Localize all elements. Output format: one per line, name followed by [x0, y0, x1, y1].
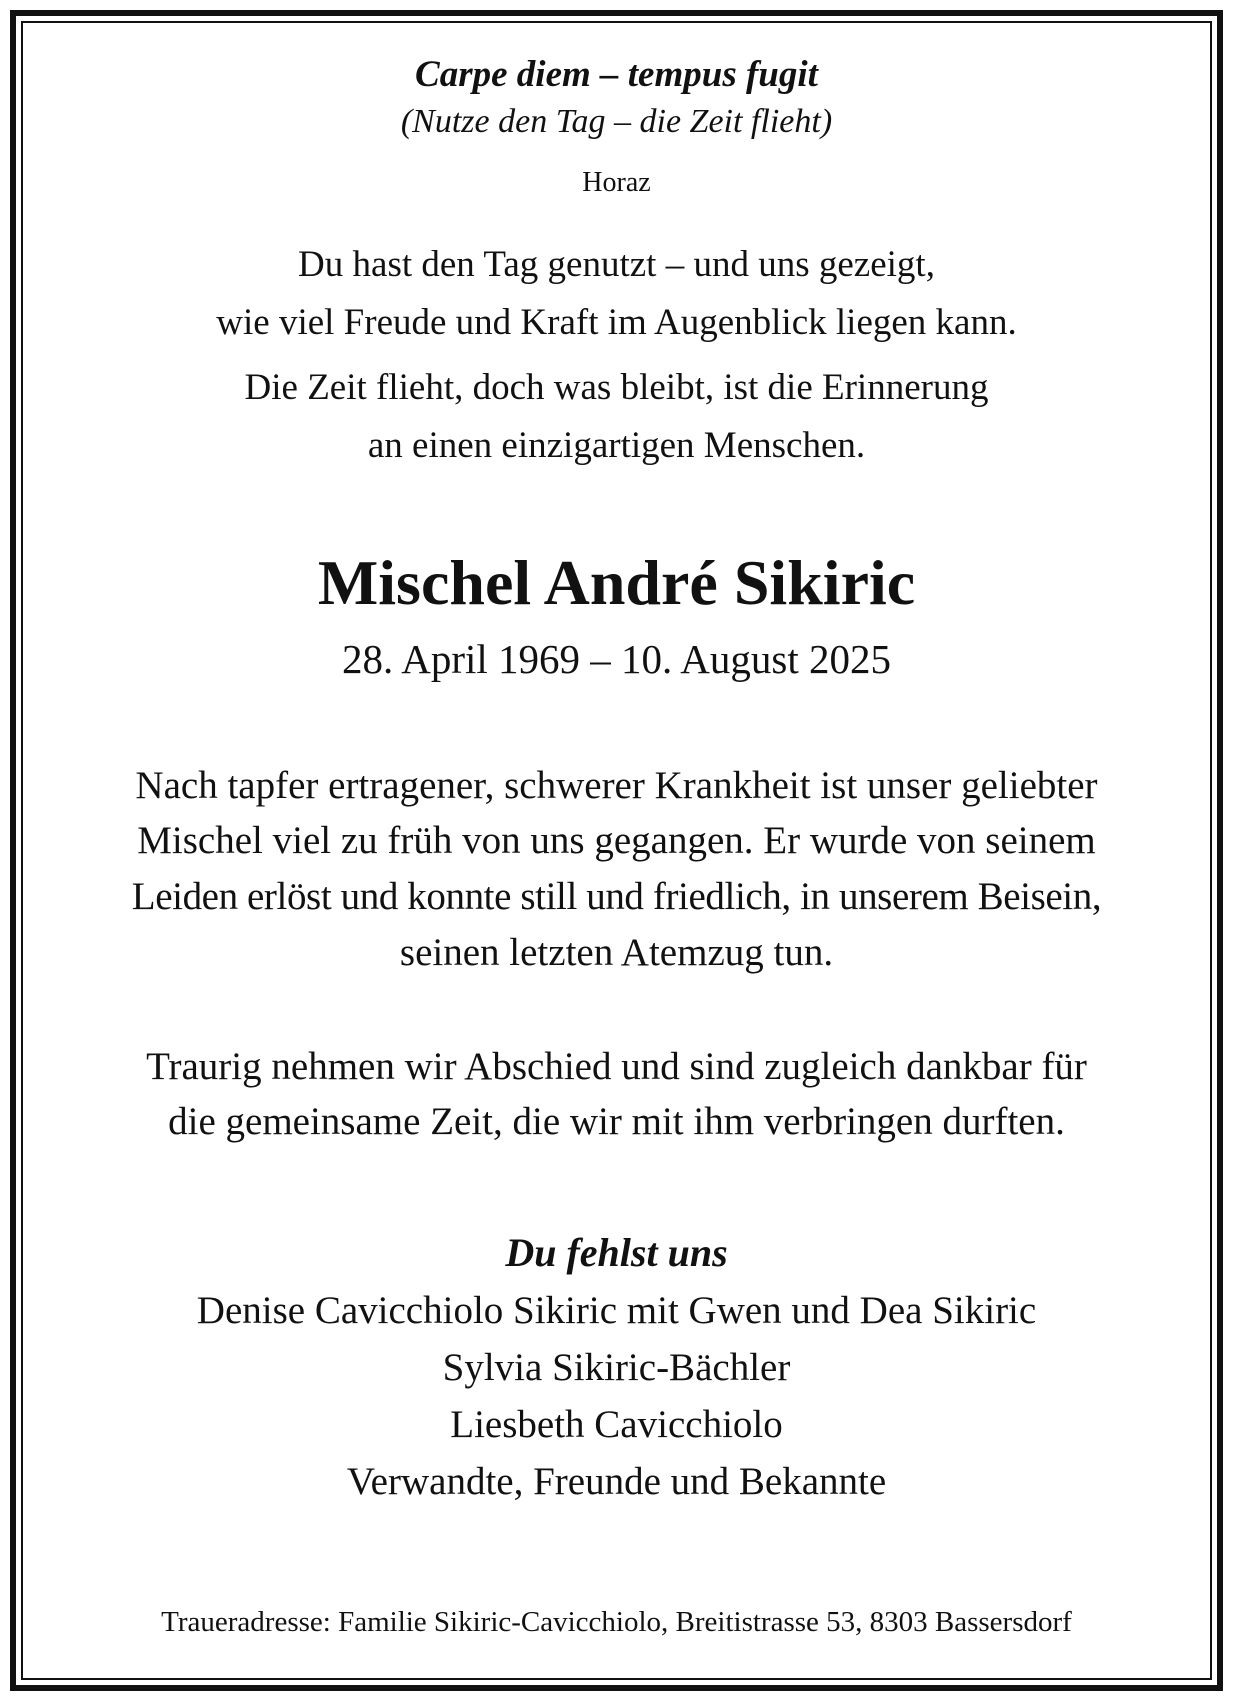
- verse-line: wie viel Freude und Kraft im Augenblick liegen kann.: [216, 302, 1017, 343]
- motto-latin: Carpe diem – tempus fugit: [415, 54, 818, 95]
- message-line: Leiden erlöst und konnte still und friedlich, in unserem Beisein,: [131, 875, 1102, 918]
- verse-line: Die Zeit flieht, doch was bleibt, ist die Erinnerung: [244, 367, 989, 408]
- obituary-notice: [23, 23, 1210, 1678]
- message-line: Nach tapfer ertragener, schwerer Krankheit ist unser geliebter: [135, 764, 1098, 807]
- verse-line: an einen einzigartigen Menschen.: [367, 425, 866, 466]
- deceased-name: Mischel André Sikiric: [317, 547, 916, 618]
- mourners-heading: Du fehlst uns: [505, 1230, 728, 1275]
- mourner-name: Sylvia Sikiric-Bächler: [442, 1346, 791, 1389]
- message-line: seinen letzten Atemzug tun.: [399, 931, 834, 974]
- mourning-address: Traueradresse: Familie Sikiric-Cavicchiolo, Breitistrasse 53, 8303 Bassersdorf: [161, 1606, 1072, 1638]
- motto-translation: (Nutze den Tag – die Zeit flieht): [400, 103, 833, 140]
- mourner-name: Liesbeth Cavicchiolo: [450, 1403, 783, 1446]
- verse-line: Du hast den Tag genutzt – und uns gezeigt,: [298, 244, 935, 285]
- mourner-name: Denise Cavicchiolo Sikiric mit Gwen und Dea Sikiric: [196, 1289, 1037, 1332]
- deceased-dates: 28. April 1969 – 10. August 2025: [342, 636, 891, 682]
- farewell-line: Traurig nehmen wir Abschied und sind zugleich dankbar für: [146, 1045, 1087, 1088]
- mourner-name: Verwandte, Freunde und Bekannte: [346, 1460, 887, 1503]
- farewell-line: die gemeinsame Zeit, die wir mit ihm verbringen durften.: [168, 1100, 1065, 1143]
- message-line: Mischel viel zu früh von uns gegangen. Er wurde von seinem: [137, 819, 1096, 862]
- motto-author: Horaz: [582, 167, 651, 198]
